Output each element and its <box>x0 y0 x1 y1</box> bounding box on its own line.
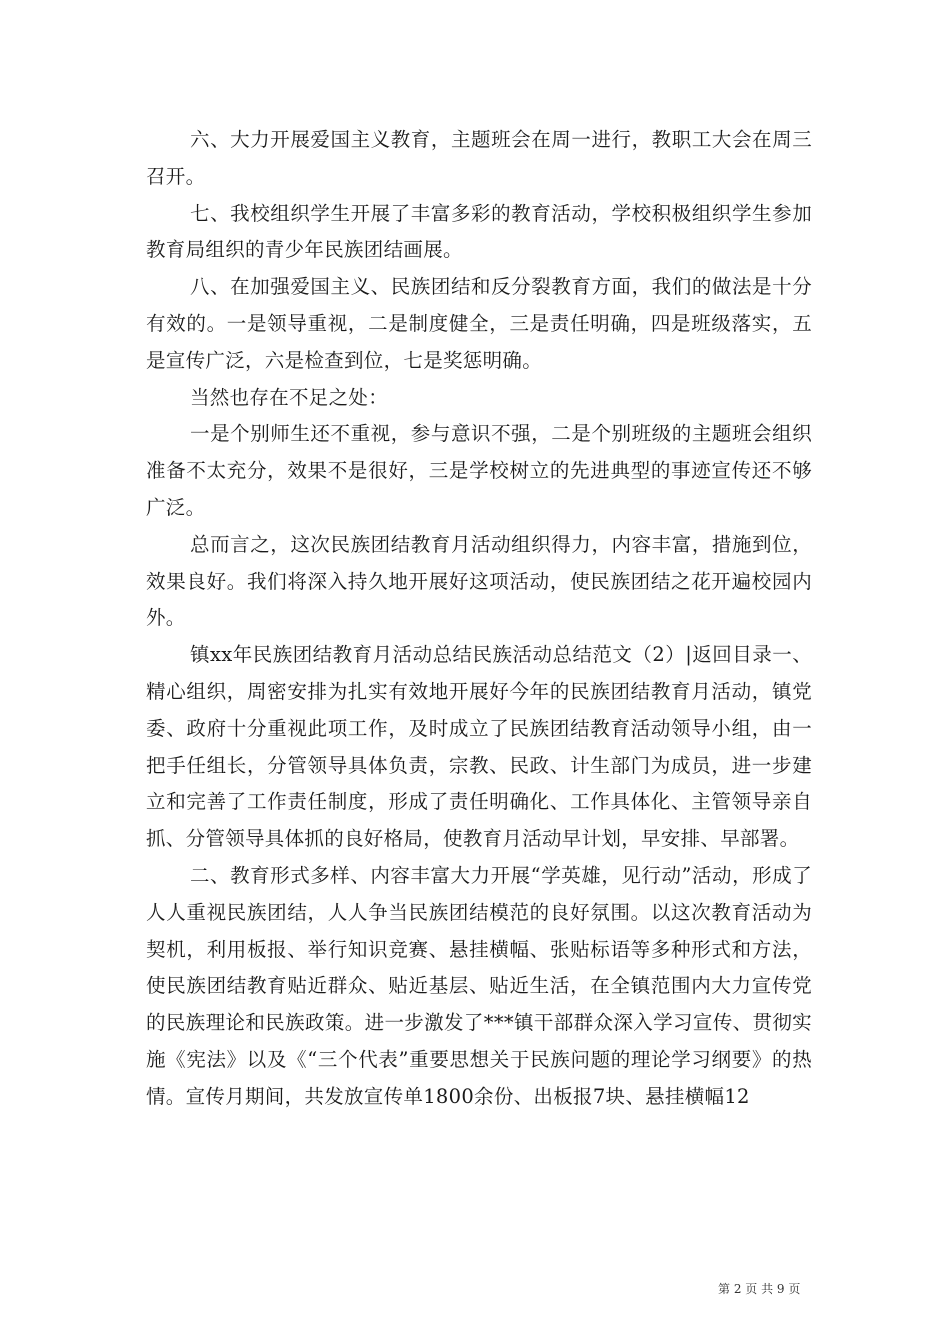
paragraph-8: 八、在加强爱国主义、民族团结和反分裂教育方面，我们的做法是十分有效的。一是领导重视，二是制度健全，三是责任明确，四是班级落实，五是宣传广泛，六是检查到位，七是奖惩明确。 <box>146 275 812 372</box>
paragraph-shortcomings: 一是个别师生还不重视，参与意识不强，二是个别班级的主题班会组织准备不太充分，效果不是很好，三是学校树立的先进典型的事迹宣传还不够广泛。 <box>146 422 812 519</box>
page-number-footer: 第 2 页 共 9 页 <box>718 1282 801 1296</box>
paragraph-conclusion: 总而言之，这次民族团结教育月活动组织得力，内容丰富，措施到位，效果良好。我们将深入持久地开展好这项活动，使民族团结之花开遍校园内外。 <box>146 532 812 630</box>
document-body <box>146 122 812 1116</box>
paragraph-7: 七、我校组织学生开展了丰富多彩的教育活动，学校积极组织学生参加教育局组织的青少年民族团结画展。 <box>146 201 812 262</box>
paragraph-summary-2-part-2: 二、教育形式多样、内容丰富大力开展“学英雄，见行动”活动，形成了人人重视民族团结，人人争当民族团结模范的良好氛围。以这次教育活动为契机，利用板报、举行知识竞赛、悬挂横幅、张贴标语等多种形式和方法，使民族团结教育贴近群众、贴近基层、贴近生活，在全镇范围内大力宣传党的民族理论和民族政策。进一步激发了***镇干部群众深入学习宣传、贯彻实施《宪法》以及《“三个代表”重要思想关于民族问题的理论学习纲要》的热情。宣传月期间，共发放宣传单1800余份、出板报7块、悬挂横幅12 <box>146 863 812 1108</box>
paragraph-6: 六、大力开展爱国主义教育，主题班会在周一进行，教职工大会在周三召开。 <box>146 128 812 188</box>
paragraph-shortcomings-intro: 当然也存在不足之处： <box>190 385 389 409</box>
paragraph-summary-2-part-1: 镇xx年民族团结教育月活动总结民族活动总结范文（2）|返回目录一、精心组织，周密安排为扎实有效地开展好今年的民族团结教育月活动，镇党委、政府十分重视此项工作，及时成立了民族团结教育活动领导小组，由一把手任组长，分管领导具体负责，宗教、民政、计生部门为成员，进一步建立和完善了工作责任制度，形成了责任明确化、工作具体化、主管领导亲自抓、分管领导具体抓的良好格局，使教育月活动早计划，早安排、早部署。 <box>146 643 812 851</box>
